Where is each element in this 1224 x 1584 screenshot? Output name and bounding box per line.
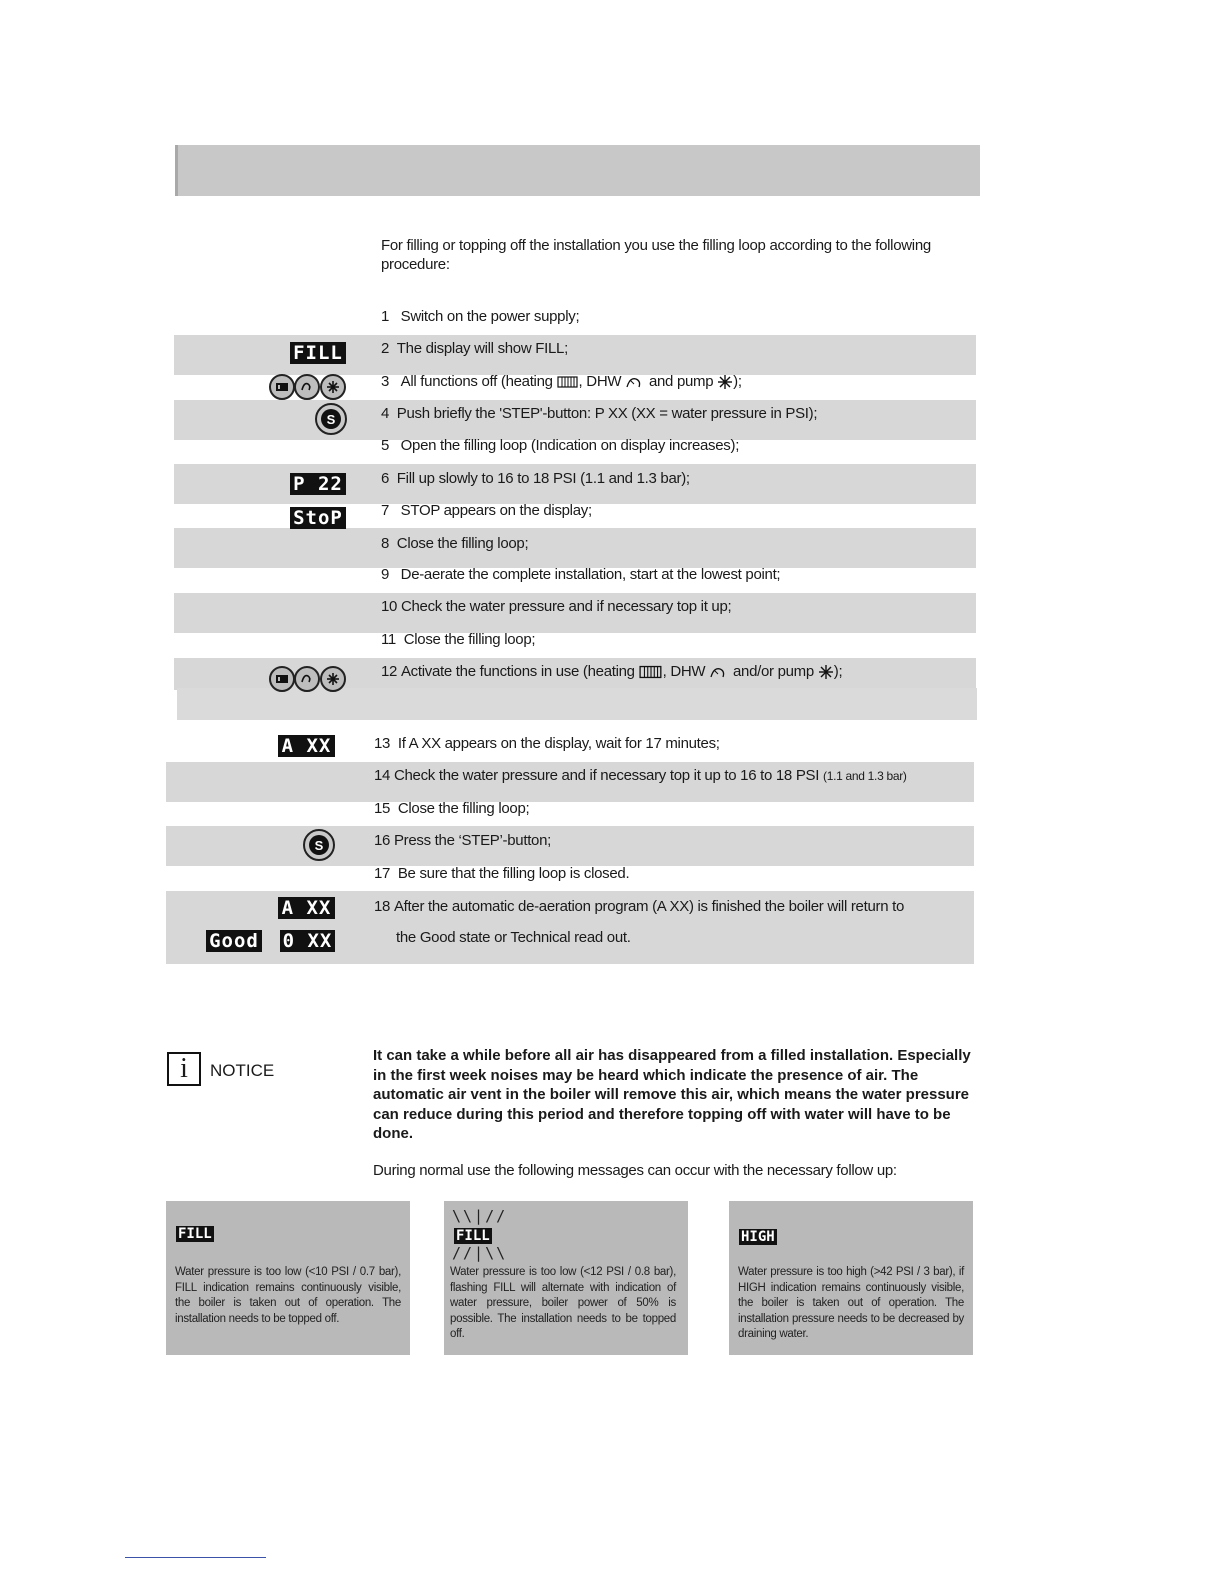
dhw-icon	[299, 379, 315, 395]
intro-text: For filling or topping off the installation you use the filling loop according to the following procedure:	[381, 237, 931, 273]
flash-rays-bottom: //|\\	[452, 1244, 508, 1262]
display-good: Good	[206, 930, 262, 952]
step-7: 7 STOP appears on the display;	[381, 502, 592, 519]
display-pressure: P 22	[290, 473, 346, 495]
section-divider-bar	[177, 688, 977, 720]
step-17: 17 Be sure that the filling loop is closed.	[374, 865, 630, 882]
card-display: HIGH	[741, 1229, 775, 1245]
step-14: 14 Check the water pressure and if necessary top it up to 16 to 18 PSI (1.1 and 1.3 bar)	[374, 767, 907, 784]
dhw-icon	[299, 671, 315, 687]
info-icon: i	[167, 1052, 201, 1086]
step-15: 15 Close the filling loop;	[374, 800, 530, 817]
section-header-bar	[175, 145, 980, 196]
message-card-fill-flashing	[444, 1201, 688, 1355]
radiator-icon	[557, 375, 579, 389]
step-1: 1 Switch on the power supply;	[381, 308, 580, 325]
card-display: FILL	[178, 1226, 212, 1242]
step-11: 11 Close the filling loop;	[381, 631, 536, 648]
dhw-button[interactable]	[294, 374, 320, 400]
footnote-rule	[125, 1557, 266, 1558]
heating-button[interactable]	[269, 374, 295, 400]
card-text: Water pressure is too high (>42 PSI / 3 bar), if HIGH indication remains continuously visible, the boiler is taken out of operation. The installation pressure needs to be decreased by draining water.	[738, 1266, 964, 1340]
step-12: 12 Activate the functions in use (heating , DHW and/or pump );	[381, 663, 843, 680]
step-button-label: S	[321, 409, 341, 429]
step-16: 16 Press the ‘STEP’-button;	[374, 832, 552, 849]
message-card-high	[729, 1201, 973, 1355]
step-18-continued: the Good state or Technical read out.	[396, 929, 631, 946]
step-4: 4 Push briefly the 'STEP'-button: P XX (XX = water pressure in PSI);	[381, 405, 818, 422]
tap-icon	[625, 375, 645, 389]
card-text: Water pressure is too low (<12 PSI / 0.8 bar), flashing FILL will alternate with indication of water pressure, boiler power of 50% is possible. The installation needs to be topped off.	[450, 1266, 676, 1340]
pump-button[interactable]	[320, 666, 346, 692]
heating-icon	[274, 671, 290, 687]
step-6: 6 Fill up slowly to 16 to 18 PSI (1.1 and 1.3 bar);	[381, 470, 690, 487]
row-shade	[166, 826, 974, 866]
step-button-label: S	[309, 835, 329, 855]
pump-icon	[325, 379, 341, 395]
notice-text: It can take a while before all air has disappeared from a filled installation. Especially in the first week noises may be heard which indicate the presence of air. The automatic air vent in the boiler will remove this air, which means the water pressure can reduce during this period and therefore topping off with water will have to be done.	[373, 1047, 971, 1142]
pump-icon	[325, 671, 341, 687]
step-button[interactable]	[315, 403, 347, 435]
step-button[interactable]	[303, 829, 335, 861]
normal-use-text: During normal use the following messages can occur with the necessary follow up:	[373, 1162, 897, 1179]
heating-button[interactable]	[269, 666, 295, 692]
step-2: 2 The display will show FILL;	[381, 340, 568, 357]
pump-button[interactable]	[320, 374, 346, 400]
heating-icon	[274, 379, 290, 395]
card-text: Water pressure is too low (<10 PSI / 0.7 bar), FILL indication remains continuously visible, the boiler is taken out of operation. The installation needs to be topped off.	[175, 1266, 401, 1325]
display-fill: FILL	[290, 342, 346, 364]
step-5: 5 Open the filling loop (Indication on display increases);	[381, 437, 740, 454]
radiator-icon	[639, 664, 663, 680]
step-13: 13 If A XX appears on the display, wait for 17 minutes;	[374, 735, 720, 752]
snowflake-icon	[818, 664, 834, 680]
flash-rays-top: \\|//	[452, 1207, 508, 1225]
display-oxx: 0 XX	[280, 930, 335, 952]
message-card-fill	[166, 1201, 410, 1355]
step-18: 18 After the automatic de-aeration program (A XX) is finished the boiler will return to	[374, 898, 905, 915]
notice-label: NOTICE	[210, 1061, 275, 1080]
step-10: 10 Check the water pressure and if necessary top it up;	[381, 598, 732, 615]
card-display: FILL	[456, 1228, 490, 1244]
step-9: 9 De-aerate the complete installation, start at the lowest point;	[381, 566, 781, 583]
display-axx: A XX	[278, 897, 335, 919]
snowflake-icon	[717, 374, 733, 390]
step-3: 3 All functions off (heating , DHW and pump );	[381, 373, 742, 390]
row-shade	[174, 528, 976, 568]
step-8: 8 Close the filling loop;	[381, 535, 529, 552]
dhw-button[interactable]	[294, 666, 320, 692]
display-axx: A XX	[278, 735, 335, 757]
display-stop: StoP	[290, 507, 346, 529]
tap-icon	[709, 665, 729, 679]
